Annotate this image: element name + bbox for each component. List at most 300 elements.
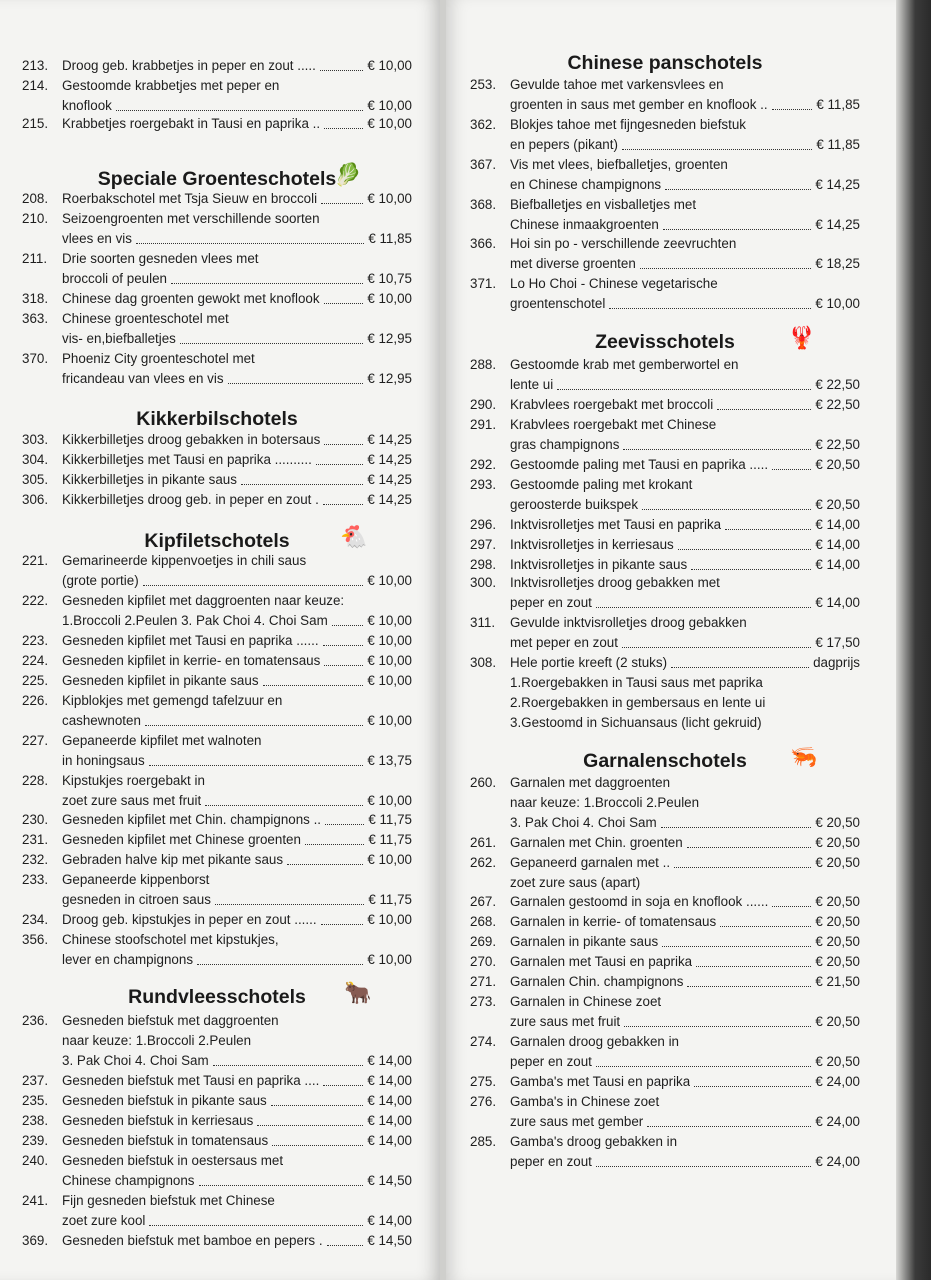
menu-item-line [22,1031,412,1051]
menu-item-line [22,611,412,631]
section-title: Chinese panschotels [567,52,763,74]
menu-item-text: Gesneden biefstuk in kerriesaus [62,1113,254,1128]
menu-item-line [22,791,412,811]
menu-item-line [470,415,860,435]
menu-item-text: groentenschotel [510,296,606,311]
menu-item-number: 237. [22,1073,49,1088]
page-edge-shadow [896,0,931,1280]
menu-item-number: 366. [470,236,497,251]
menu-item [470,932,860,952]
menu-item-indent [22,1051,62,1071]
menu-item-indent [22,96,62,116]
menu-item-line [22,551,412,571]
menu-item-price: € 14,25 [367,492,412,507]
menu-item-indent [470,175,510,195]
menu-item-line [22,114,412,134]
menu-item-line [22,269,412,289]
menu-item-text: zoet zure saus met fruit [62,793,202,808]
menu-item-indent [470,215,510,235]
menu-item-price: € 10,00 [367,713,412,728]
menu-item-line [470,475,860,495]
menu-item-line [470,555,860,575]
menu-item [22,309,412,349]
menu-item-line [470,853,860,873]
menu-item-indent [470,375,510,395]
vegetable-icon: 🥬 [334,162,362,187]
menu-item-line [470,215,860,235]
menu-item-text: Seizoengroenten met verschillende soorten [62,211,320,226]
menu-item-line [22,771,412,791]
menu-item-text: Garnalen gestoomd in soja en knoflook ...... [510,894,769,909]
menu-item-line [470,813,860,833]
menu-item-number: 369. [22,1233,49,1248]
menu-item-price: € 20,50 [815,855,860,870]
menu-item-price: € 10,00 [367,952,412,967]
menu-item-number: 208. [22,191,49,206]
menu-item-number: 318. [22,291,49,306]
menu-item-price: € 13,75 [367,753,412,768]
menu-item-line [470,375,860,395]
menu-item-price: € 20,50 [815,914,860,929]
menu-item-line [470,613,860,633]
dot-leader [725,529,811,530]
dot-leader [642,509,811,510]
chicken-icon: 🐔 [340,524,368,549]
dot-leader [145,725,363,726]
menu-item-text: Garnalen in Chinese zoet [510,994,662,1009]
dot-leader [662,946,811,947]
dot-leader [324,303,364,304]
menu-item-line [470,1132,860,1152]
menu-item-text: Gemarineerde kippenvoetjes in chili saus [62,553,307,568]
menu-item [22,76,412,116]
menu-item [22,651,412,671]
menu-item-text: Gesneden biefstuk met Tausi en paprika .... [62,1073,320,1088]
menu-item-line [22,1211,412,1231]
menu-item-text: Gestoomde paling met Tausi en paprika ..... [510,457,769,472]
menu-item [22,731,412,771]
menu-item-price: € 20,50 [815,1054,860,1069]
menu-item-line [470,1012,860,1032]
menu-item [470,892,860,912]
dot-leader [772,109,813,110]
menu-item-price: € 14,00 [367,1073,412,1088]
menu-item-line [22,1171,412,1191]
menu-item-line [22,96,412,116]
menu-item-text: 3. Pak Choi 4. Choi Sam [62,1053,209,1068]
dot-leader [143,585,364,586]
menu-item-line [22,731,412,751]
menu-item-number: 270. [470,954,497,969]
menu-item-line [470,873,860,893]
menu-item-text: groenten in saus met gember en knoflook .. [510,97,768,112]
menu-item-text: Roerbakschotel met Tsja Sieuw en broccoli [62,191,318,206]
menu-item-number: 276. [470,1094,497,1109]
menu-item [22,470,412,490]
menu-item [22,490,412,510]
menu-item-price: € 10,00 [367,793,412,808]
menu-item-number: 303. [22,432,49,447]
menu-item [22,249,412,289]
dot-leader [263,685,364,686]
menu-item-price: € 12,95 [367,371,412,386]
menu-item-price: € 14,25 [367,472,412,487]
dot-leader [687,847,812,848]
menu-item-price: € 10,00 [367,673,412,688]
menu-item-line [470,455,860,475]
menu-item-text: Krabvlees roergebakt met Chinese [510,417,717,432]
menu-item-text: Chinese champignons [62,1173,195,1188]
menu-item-price: € 14,00 [815,557,860,572]
menu-item-text: Gesneden biefstuk in pikante saus [62,1093,267,1108]
menu-item-line [22,56,412,76]
menu-item-line [470,515,860,535]
menu-item-line [22,1111,412,1131]
dot-leader [323,645,364,646]
menu-item-number: 288. [470,357,497,372]
menu-item-indent [22,269,62,289]
menu-item-text: Gevulde inktvisrolletjes droog gebakken [510,615,747,630]
menu-item-price: € 24,00 [815,1074,860,1089]
menu-item [470,515,860,535]
menu-item-indent [470,1012,510,1032]
menu-item [470,1072,860,1092]
menu-item-text: lever en champignons [62,952,194,967]
dot-leader [272,1145,363,1146]
menu-item-number: 232. [22,852,49,867]
menu-item [470,234,860,274]
menu-item-indent [22,751,62,771]
menu-item-line [470,1112,860,1132]
menu-item-text: Gesneden biefstuk met bamboe en pepers . [62,1233,323,1248]
dot-leader [323,504,364,505]
menu-item-text: 3. Pak Choi 4. Choi Sam [510,815,657,830]
menu-item [470,853,860,893]
menu-item-indent [470,1112,510,1132]
menu-item-price: € 14,00 [367,1213,412,1228]
menu-item-text: Gesneden kipfilet met Chinese groenten [62,832,301,847]
menu-item-line [22,430,412,450]
section-title: Garnalenschotels [583,750,747,772]
dot-leader [149,1225,363,1226]
menu-item [22,631,412,651]
menu-item-number: 370. [22,351,49,366]
menu-item-price: € 22,50 [815,377,860,392]
section-title: Kipfiletschotels [144,530,290,552]
menu-item-line [470,773,860,793]
menu-item-line [22,751,412,771]
menu-item-number: 222. [22,593,49,608]
menu-item-indent [470,793,510,813]
menu-item-indent [470,673,510,693]
menu-item [22,591,412,631]
menu-item-text: Gesneden biefstuk in tomatensaus [62,1133,269,1148]
menu-item [22,870,412,910]
menu-item-line [22,189,412,209]
menu-item-number: 238. [22,1113,49,1128]
dot-leader [171,283,363,284]
menu-item-text: zure saus met fruit [510,1014,621,1029]
menu-item [22,1191,412,1231]
menu-item-line [470,833,860,853]
menu-item-line [470,135,860,155]
menu-item-number: 262. [470,855,497,870]
menu-item-text: (grote portie) [62,573,139,588]
dot-leader [197,964,363,965]
menu-item [470,455,860,475]
menu-item-indent [22,791,62,811]
menu-item-line [470,535,860,555]
menu-item-line [470,1152,860,1172]
menu-item-number: 234. [22,912,49,927]
menu-item-line [22,229,412,249]
menu-item-price: € 22,50 [815,437,860,452]
menu-item-price: € 10,00 [367,852,412,867]
dot-leader [624,1026,811,1027]
menu-item-line [470,115,860,135]
menu-item-line [22,1151,412,1171]
menu-item-number: 371. [470,276,497,291]
menu-item-line [470,294,860,314]
menu-item-price: € 10,00 [367,98,412,113]
menu-item-number: 241. [22,1193,49,1208]
menu-item [22,114,412,134]
menu-item-line [22,1011,412,1031]
menu-item-indent [22,611,62,631]
menu-item-text: 3.Gestoomd in Sichuansaus (licht gekruid) [510,715,762,730]
menu-item-text: zoet zure saus (apart) [510,875,641,890]
dot-leader [213,1065,364,1066]
dot-leader [596,1066,811,1067]
menu-item-line [470,1072,860,1092]
menu-item-price: € 10,00 [367,58,412,73]
menu-item-text: Gepaneerde kipfilet met walnoten [62,733,262,748]
dot-leader [696,966,811,967]
dot-leader [772,469,811,470]
menu-item [470,535,860,555]
menu-item [22,910,412,930]
menu-item-indent [470,813,510,833]
menu-item-text: Gesneden kipfilet in kerrie- en tomatensaus [62,653,321,668]
menu-item-line [470,992,860,1012]
menu-item-text: lente ui [510,377,554,392]
dot-leader [327,1245,364,1246]
dot-leader [720,926,811,927]
menu-item-price: € 24,00 [815,1114,860,1129]
menu-item-indent [470,1152,510,1172]
menu-item-price: € 24,00 [815,1154,860,1169]
menu-item-indent [470,1052,510,1072]
menu-item-line [22,1131,412,1151]
menu-item-line [22,651,412,671]
menu-item-text: 2.Roergebakken in gembersaus en lente ui [510,695,766,710]
menu-item-number: 291. [470,417,497,432]
menu-item-number: 235. [22,1093,49,1108]
menu-item [22,450,412,470]
menu-item-line [470,972,860,992]
menu-item-indent [470,593,510,613]
menu-item-number: 356. [22,932,49,947]
menu-item-text: Blokjes tahoe met fijngesneden biefstuk [510,117,746,132]
menu-item [22,930,412,970]
menu-item-text: Gesneden biefstuk in oestersaus met [62,1153,284,1168]
menu-item-price: € 11,75 [368,892,412,907]
menu-item-text: peper en zout [510,595,592,610]
cow-icon: 🐂 [344,980,372,1005]
menu-item-line [22,329,412,349]
menu-item-line [22,691,412,711]
dot-leader [623,449,811,450]
dot-leader [287,864,363,865]
menu-item [470,833,860,853]
menu-item [470,274,860,314]
menu-item-line [470,435,860,455]
menu-item-line [470,95,860,115]
menu-item-price: dagprijs [813,655,860,670]
menu-item-number: 227. [22,733,49,748]
menu-item-indent [22,1171,62,1191]
menu-item-line [470,573,860,593]
menu-item-number: 261. [470,835,497,850]
menu-item-line [470,495,860,515]
menu-item-number: 273. [470,994,497,1009]
dot-leader [325,824,364,825]
menu-item-text: Inktvisrolletjes met Tausi en paprika [510,517,722,532]
menu-item-text: Garnalen in kerrie- of tomatensaus [510,914,717,929]
menu-item-price: € 12,95 [367,331,412,346]
section-title: Rundvleesschotels [128,986,306,1008]
menu-item-text: Gestoomde krabbetjes met peper en [62,78,280,93]
menu-item [22,671,412,691]
menu-item-line [22,571,412,591]
menu-item-line [22,309,412,329]
menu-item-line [470,395,860,415]
dot-leader [228,383,364,384]
dot-leader [596,607,811,608]
menu-item-line [22,1191,412,1211]
menu-item-price: € 20,50 [815,815,860,830]
menu-item-number: 311. [470,615,496,630]
menu-item-line [470,1052,860,1072]
menu-item [470,912,860,932]
lobster-icon: 🦞 [788,325,816,350]
menu-item-indent [22,890,62,910]
dot-leader [199,1185,364,1186]
menu-item-text: Drie soorten gesneden vlees met [62,251,259,266]
section-title: Speciale Groenteschotels [97,168,337,190]
menu-item-line [22,810,412,830]
menu-item-line [22,591,412,611]
menu-item [470,653,860,733]
menu-item-line [470,254,860,274]
menu-item-line [22,470,412,490]
menu-item-text: Kikkerbilletjes in pikante saus [62,472,237,487]
menu-item-text: Gamba's met Tausi en paprika [510,1074,691,1089]
menu-item-text: Gesneden kipfilet met daggroenten naar keuze: [62,593,345,608]
menu-item-text: Gamba's droog gebakken in [510,1134,678,1149]
menu-item [470,555,860,575]
menu-item-number: 268. [470,914,497,929]
menu-item-number: 231. [22,832,49,847]
menu-item-text: in honingsaus [62,753,145,768]
dot-leader [324,128,363,129]
menu-item-indent [470,633,510,653]
menu-item-text: Gamba's in Chinese zoet [510,1094,660,1109]
menu-item-line [470,355,860,375]
dot-leader [622,149,812,150]
dot-leader [332,625,364,626]
menu-item-price: € 10,00 [367,191,412,206]
menu-item-number: 362. [470,117,497,132]
menu-item-text: Garnalen Chin. champignons [510,974,684,989]
menu-item-line [22,870,412,890]
dot-leader [316,464,363,465]
menu-item [22,430,412,450]
dot-leader [116,110,363,111]
dot-leader [694,1086,811,1087]
menu-item-price: € 14,50 [367,1233,412,1248]
menu-item-line [470,75,860,95]
menu-item [470,155,860,195]
menu-item-line [470,793,860,813]
menu-item [22,189,412,209]
menu-item-number: 292. [470,457,497,472]
menu-item-text: Kipblokjes met gemengd tafelzuur en [62,693,283,708]
dot-leader [205,805,363,806]
menu-item-number: 214. [22,78,49,93]
section-title: Zeevisschotels [595,331,735,353]
menu-item-text: Chinese stoofschotel met kipstukjes, [62,932,279,947]
menu-item-indent [22,950,62,970]
menu-item-line [470,713,860,733]
menu-item-text: zure saus met gember [510,1114,644,1129]
menu-item-line [470,912,860,932]
menu-item-number: 267. [470,894,497,909]
menu-item-number: 225. [22,673,49,688]
dot-leader [609,308,811,309]
dot-leader [691,569,811,570]
menu-item [22,830,412,850]
menu-item-text: Kikkerbilletjes droog geb. in peper en zout . [62,492,319,507]
menu-item-number: 293. [470,477,497,492]
menu-item-number: 221. [22,553,49,568]
menu-item [470,773,860,833]
menu-item-price: € 10,75 [367,271,412,286]
menu-item-indent [470,693,510,713]
menu-item-line [470,1032,860,1052]
menu-item-line [470,633,860,653]
menu-item-number: 228. [22,773,49,788]
menu-item-number: 297. [470,537,497,552]
menu-item-number: 290. [470,397,497,412]
menu-item-price: € 10,00 [367,633,412,648]
menu-item-price: € 14,25 [367,432,412,447]
menu-item-line [22,1051,412,1071]
menu-item-text: Kikkerbilletjes met Tausi en paprika .......... [62,452,312,467]
menu-item [22,1231,412,1251]
menu-item [22,209,412,249]
menu-item [22,1151,412,1191]
menu-item [470,475,860,515]
menu-item-number: 240. [22,1153,49,1168]
menu-item-number: 233. [22,872,49,887]
menu-item-price: € 14,00 [367,1113,412,1128]
menu-item-indent [22,1031,62,1051]
menu-item-price: € 11,75 [368,812,412,827]
menu-item-indent [470,254,510,274]
menu-item-line [470,932,860,952]
menu-item-number: 298. [470,557,497,572]
